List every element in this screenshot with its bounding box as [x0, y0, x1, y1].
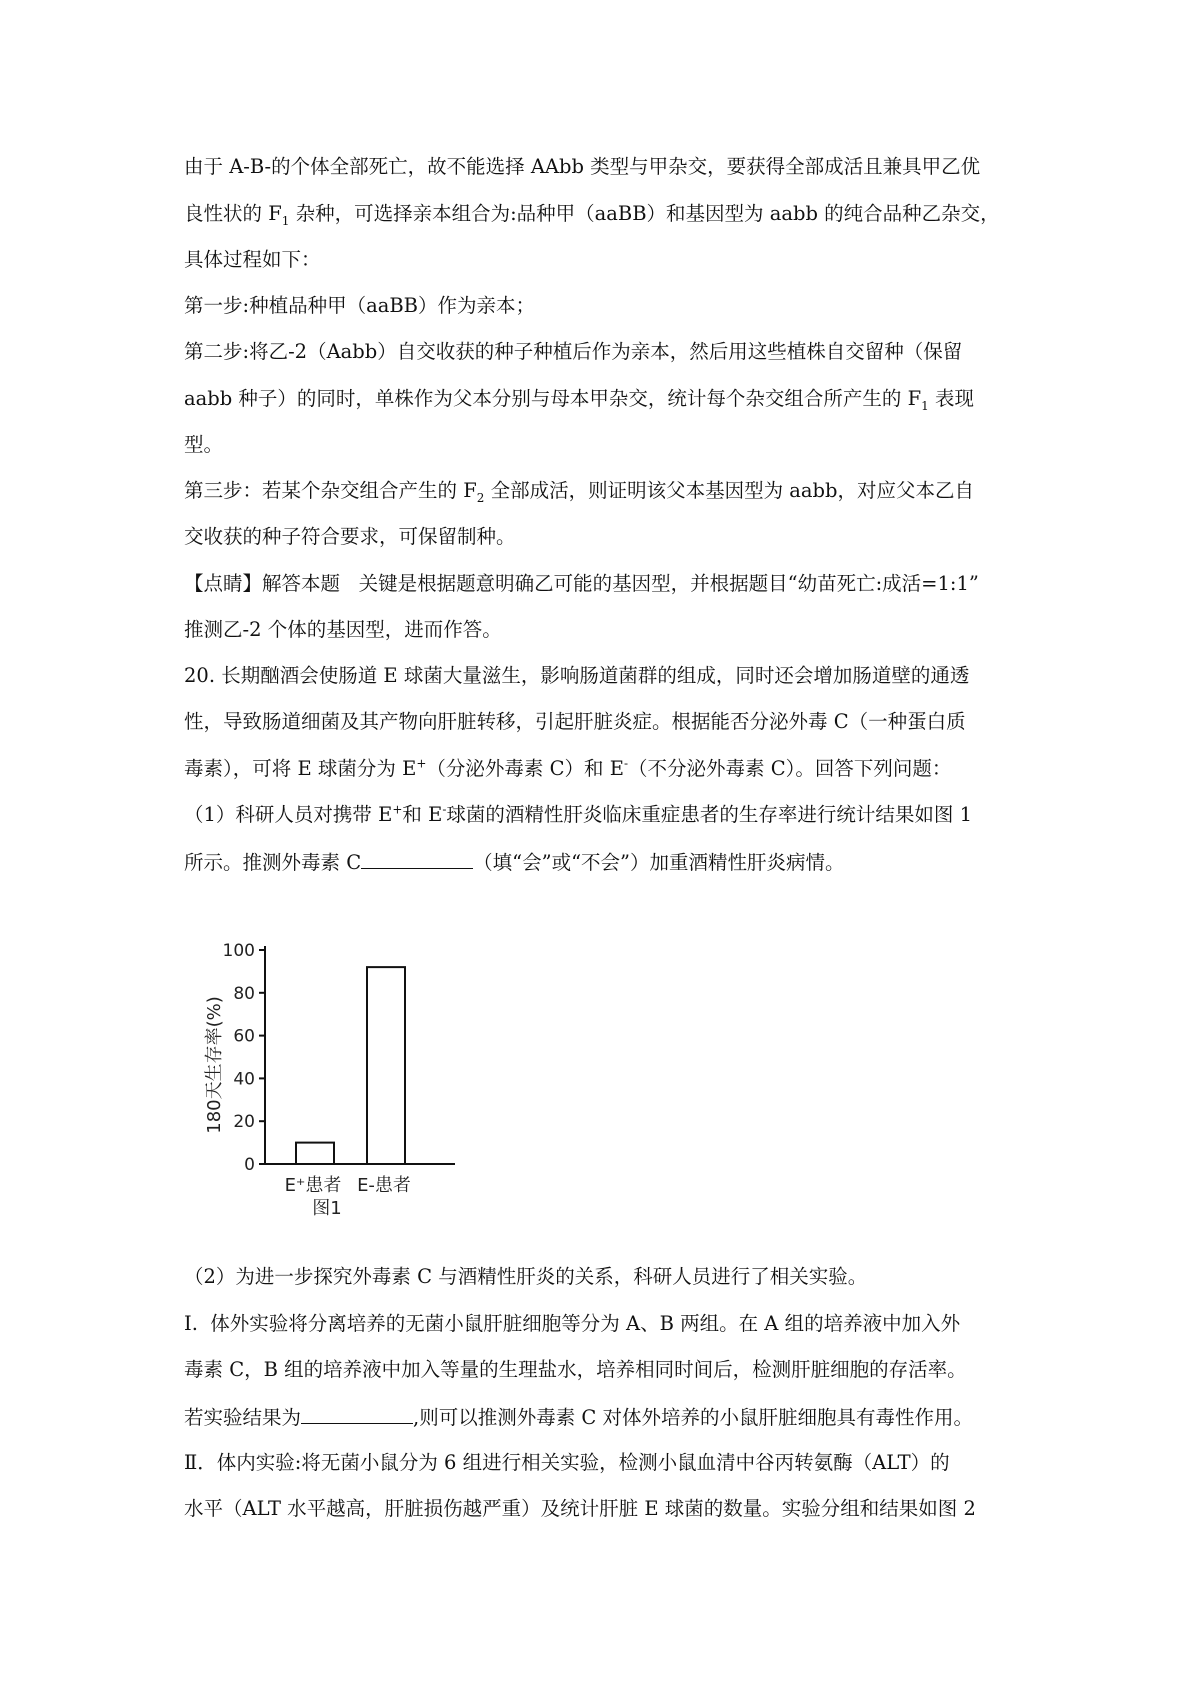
- text-line: aabb 种子）的同时，单株作为父本分别与母本甲杂交，统计每个杂交组合所产生的 $F_1$ 表现: [184, 387, 974, 413]
- question-20-line: 20. 长期酗酒会使肠道 E 球菌大量滋生，影响肠道菌群的组成，同时还会增加肠道壁的通透: [184, 664, 970, 687]
- y-tick-label: 0: [244, 1155, 255, 1175]
- text-line: 第二步:将乙-2（Aabb）自交收获的种子种植后作为亲本，然后用这些植株自交留种（保留: [184, 340, 963, 363]
- x-tick-label: E⁺患者: [284, 1175, 342, 1196]
- text-line: 水平（ALT 水平越高，肝脏损伤越严重）及统计肝脏 E 球菌的数量。实验分组和结果如图 2: [184, 1497, 976, 1520]
- text-line: 【点睛】解答本题 关键是根据题意明确乙可能的基因型，并根据题目“幼苗死亡:成活=1:1”: [184, 572, 979, 595]
- figure-1-bar-chart: [200, 920, 470, 1240]
- text-line: 型。: [184, 433, 224, 456]
- text-line: 良性状的 $F_1$ 杂种，可选择亲本组合为:品种甲（aaBB）和基因型为 aabb 的纯合品种乙杂交，: [184, 202, 1000, 228]
- text-line: 性，导致肠道细菌及其产物向肝脏转移，引起肝脏炎症。根据能否分泌外毒 C（一种蛋白质: [184, 710, 966, 733]
- bar: [367, 967, 405, 1164]
- text-line: 具体过程如下：: [184, 248, 321, 271]
- text-line: Ⅱ．体内实验:将无菌小鼠分为 6 组进行相关实验，检测小鼠血清中谷丙转氨酶（ALT）的: [184, 1451, 950, 1474]
- text-line: I. 体外实验将分离培养的无菌小鼠肝脏细胞等分为 A、B 两组。在 A 组的培养液中加入外: [184, 1312, 961, 1335]
- text-line: 若实验结果为 ,则可以推测外毒素 C 对体外培养的小鼠肝脏细胞具有毒性作用。: [184, 1401, 1044, 1433]
- x-tick-label: E-患者: [357, 1175, 411, 1196]
- y-tick-label: 20: [233, 1112, 255, 1133]
- y-tick-label: 100: [222, 941, 255, 961]
- text-line: （2）为进一步探究外毒素 C 与酒精性肝炎的关系，科研人员进行了相关实验。: [184, 1265, 868, 1288]
- chart-axes: [259, 946, 455, 1164]
- text-line: 交收获的种子符合要求，可保留制种。: [184, 525, 516, 548]
- text-line: 毒素），可将 E 球菌分为 E+（分泌外毒素 C）和 E-（不分泌外毒素 C）。回答下列问题：: [184, 756, 952, 780]
- y-tick-label: 40: [233, 1069, 255, 1090]
- answer-blank[interactable]: [301, 1401, 413, 1424]
- text-line: （1）科研人员对携带 E+和 E-球菌的酒精性肝炎临床重症患者的生存率进行统计结果如图 1: [184, 802, 973, 826]
- text-line: 第一步:种植品种甲（aaBB）作为亲本；: [184, 294, 535, 317]
- figure-caption: 图1: [312, 1198, 342, 1219]
- chart-bars: [296, 967, 405, 1164]
- text-line: 推测乙-2 个体的基因型，进而作答。: [184, 618, 502, 641]
- y-axis-label: 180天生存率(%): [204, 996, 225, 1134]
- text-line: 毒素 C，B 组的培养液中加入等量的生理盐水，培养相同时间后，检测肝脏细胞的存活率。: [184, 1358, 967, 1381]
- text-line: 所示。推测外毒素 C （填“会”或“不会”）加重酒精性肝炎病情。: [184, 846, 1044, 878]
- text-line: 第三步：若某个杂交组合产生的 $F_2$ 全部成活，则证明该父本基因型为 aabb，对应父本乙自: [184, 479, 974, 505]
- bar: [296, 1143, 334, 1164]
- answer-blank[interactable]: [361, 846, 473, 869]
- y-tick-label: 60: [233, 1026, 255, 1047]
- y-tick-label: 80: [233, 983, 255, 1004]
- text-line: 由于 A-B-的个体全部死亡，故不能选择 AAbb 类型与甲杂交，要获得全部成活且兼具甲乙优: [184, 155, 981, 178]
